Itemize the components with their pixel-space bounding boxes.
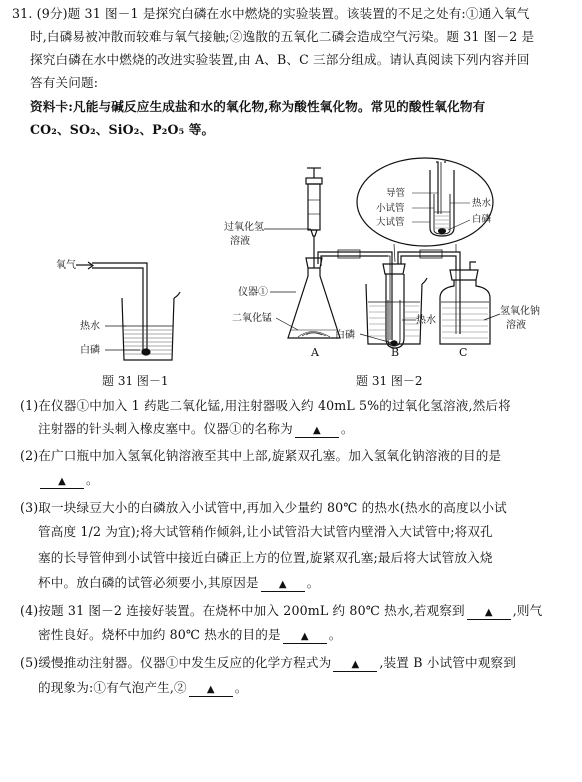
fig2-label-h2o2: 过氧化氢	[224, 222, 264, 233]
fig2-label-white-p: 白磷	[335, 330, 355, 341]
q5-answer-blank-1[interactable]	[333, 656, 377, 672]
fig2-label-b: B	[391, 346, 400, 359]
fig2-label-hot-water: 热水	[416, 315, 436, 326]
intro-line-1: 31. (9分)题 31 图－1 是探究白磷在水中燃烧的实验装置。该装置的不足之处有:①通入氧气	[12, 6, 530, 21]
q4-line-1: (4)按题 31 图－2 连接好装置。在烧杯中加入 200mL 约 80℃ 热水,若观察到 ▲ ,则气	[20, 603, 543, 618]
fig1-label-hot-water: 热水	[80, 321, 100, 332]
q4-answer-blank-2[interactable]	[283, 628, 327, 644]
q2-line-2: ▲ 。	[38, 472, 99, 489]
fig2-label-naoh-solution: 溶液	[506, 320, 526, 331]
fig2-part-b	[360, 250, 460, 348]
fig1-label-oxygen: 氧气	[56, 260, 76, 271]
info-card-line-1: 资料卡:凡能与碱反应生成盐和水的氧化物,称为酸性氧化物。常见的酸性氧化物有	[30, 99, 486, 114]
q4-line-2: 密性良好。烧杯中加约 80℃ 热水的目的是 ▲ 。	[38, 627, 342, 642]
fig1-white-phosphorus	[142, 349, 150, 355]
q4-answer-blank-1[interactable]	[467, 604, 511, 620]
fig2-white-phosphorus	[391, 341, 397, 345]
q3-line-3: 塞的长导管伸到小试管中接近白磷正上方的位置,旋紧双孔塞;最后将大试管放入烧	[38, 550, 493, 565]
fig2-caption: 题 31 图－2	[356, 374, 423, 388]
fig2-label-instrument: 仪器①	[238, 287, 268, 298]
zoom-label-small-tube: 小试管	[376, 203, 405, 214]
info-card-line-2: CO₂、SO₂、SiO₂、P₂O₅ 等。	[30, 122, 215, 137]
fig2-label-solution: 溶液	[230, 236, 250, 247]
q1-line-2: 注射器的针头刺入橡皮塞中。仪器①的名称为 ▲ 。	[38, 421, 354, 436]
fig2-label-naoh: 氢氧化钠	[500, 306, 540, 317]
triangle-icon: ▲	[300, 631, 309, 642]
fig2-label-c: C	[459, 346, 468, 359]
triangle-icon: ▲	[206, 684, 215, 695]
triangle-icon: ▲	[484, 607, 493, 618]
q3-line-1: (3)取一块绿豆大小的白磷放入小试管中,再加入少量约 80℃ 的热水(热水的高度以小试	[20, 500, 507, 515]
fig2-label-a: A	[311, 346, 319, 359]
q1-answer-blank[interactable]	[295, 422, 339, 438]
zoom-label-white-p: 白磷	[472, 214, 492, 225]
triangle-icon: ▲	[312, 425, 321, 436]
zoom-label-hot-water: 热水	[472, 198, 492, 209]
q5-line-1: (5)缓慢推动注射器。仪器①中发生反应的化学方程式为 ▲ ,装置 B 小试管中观察到	[20, 655, 516, 670]
intro-line-4: 答有关问题:	[30, 75, 99, 90]
q5-answer-blank-2[interactable]	[189, 681, 233, 697]
triangle-icon: ▲	[351, 659, 360, 670]
q3-answer-blank[interactable]	[261, 576, 305, 592]
triangle-icon: ▲	[278, 579, 287, 590]
q3-line-2: 管高度 1/2 为宜);将大试管稍作倾斜,让小试管沿大试管内壁滑入大试管中;将双孔	[38, 524, 493, 539]
fig2-part-c	[440, 262, 500, 344]
q2-line-1: (2)在广口瓶中加入氢氧化钠溶液至其中上部,旋紧双孔塞。加入氢氧化钠溶液的目的是	[20, 448, 502, 463]
q5-line-2: 的现象为:①有气泡产生,② ▲ 。	[38, 680, 248, 695]
intro-line-3: 探究白磷在水中燃烧的改进实验装置,由 A、B、C 三部分组成。请认真阅读下列内容并回	[30, 52, 530, 67]
fig2-part-a	[264, 168, 388, 338]
zoom-white-phosphorus	[439, 229, 446, 233]
zoom-label-big-tube: 大试管	[376, 217, 405, 228]
triangle-icon: ▲	[58, 476, 66, 487]
fig2-label-mno2: 二氧化锰	[232, 313, 272, 324]
fig1-label-white-p: 白磷	[80, 345, 100, 356]
zoom-label-tube: 导管	[386, 188, 406, 199]
q1-line-1: (1)在仪器①中加入 1 药匙二氧化锰,用注射器吸入约 40mL 5%的过氧化氢溶液,然后将	[20, 398, 511, 413]
intro-line-2: 时,白磷易被冲散而较难与氧气接触;②逸散的五氧化二磷会造成空气污染。题 31 图－2 是	[30, 29, 535, 44]
q3-line-4: 杯中。放白磷的试管必须要小,其原因是 ▲ 。	[38, 575, 320, 590]
q2-answer-blank[interactable]	[40, 473, 84, 489]
fig1-caption: 题 31 图－1	[102, 374, 169, 388]
